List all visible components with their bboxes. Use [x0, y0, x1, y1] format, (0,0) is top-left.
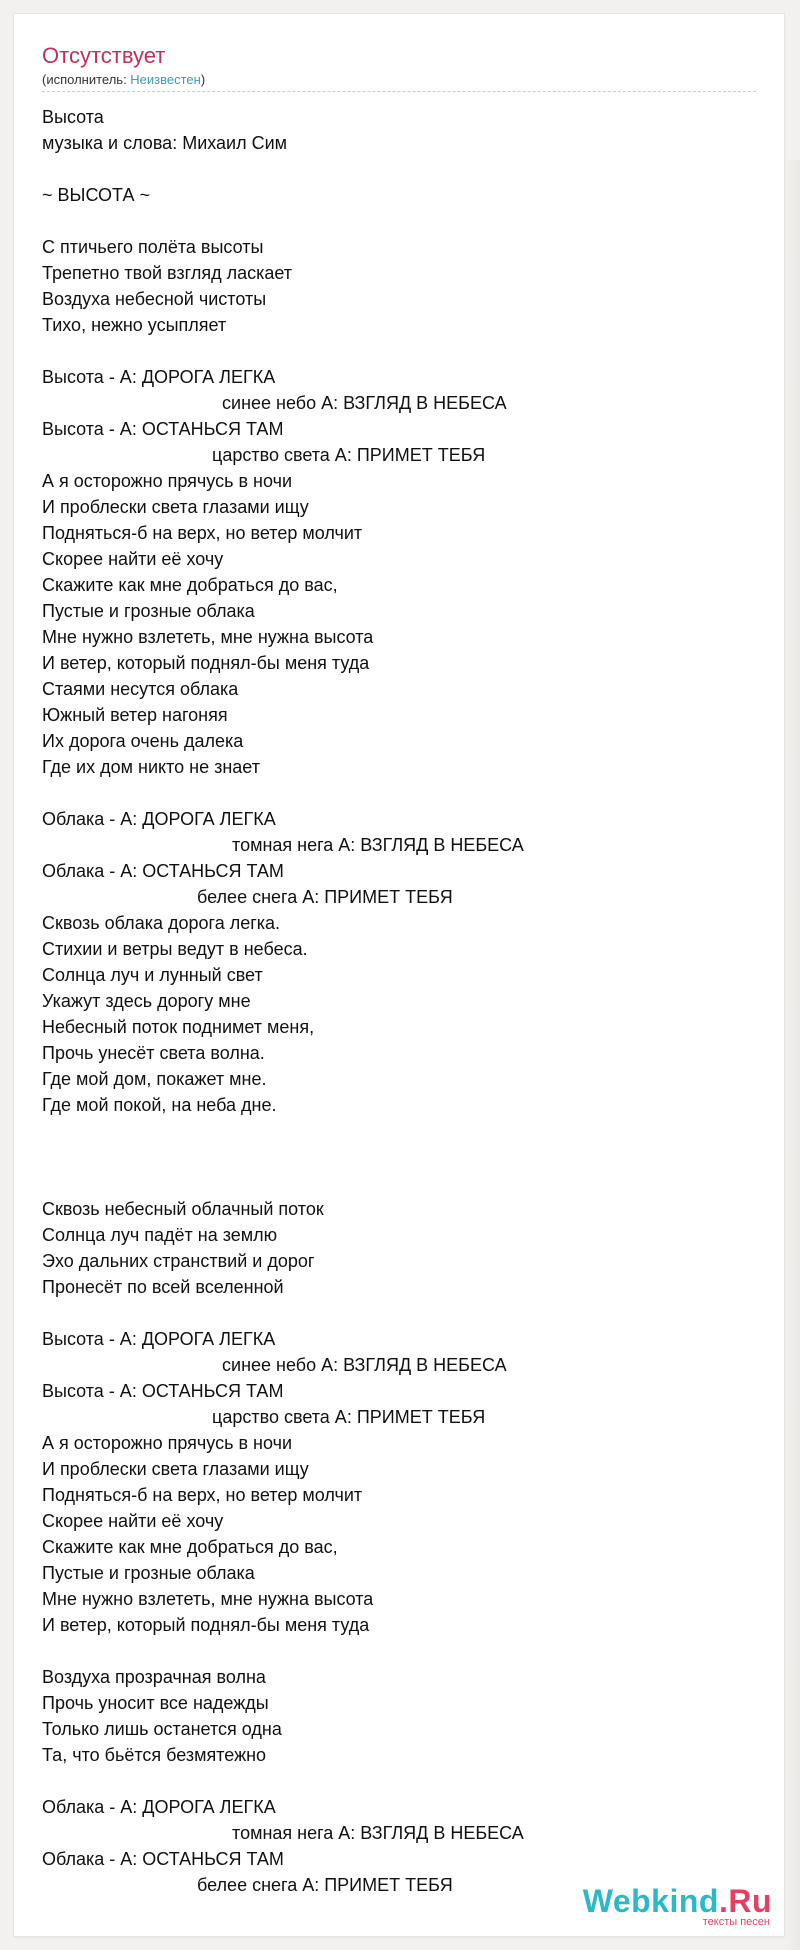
- lyric-line: [42, 208, 756, 234]
- lyric-line: [42, 1638, 756, 1664]
- lyric-line: Скорее найти её хочу: [42, 549, 224, 569]
- lyric-line: царство света А: ПРИМЕТ ТЕБЯ: [42, 1407, 486, 1427]
- lyric-line: Небесный поток поднимет меня,: [42, 1017, 315, 1037]
- lyric-line: Скажите как мне добраться до вас,: [42, 575, 338, 595]
- lyric-line: Скорее найти её хочу: [42, 1511, 224, 1531]
- lyric-line: [42, 1768, 756, 1794]
- lyric-line: Пустые и грозные облака: [42, 601, 255, 621]
- artist-prefix: (исполнитель:: [42, 72, 131, 87]
- lyric-line: Прочь уносит все надежды: [42, 1693, 269, 1713]
- header-divider: [42, 91, 756, 92]
- lyric-line: Прочь унесёт света волна.: [42, 1043, 265, 1063]
- lyric-line: И проблески света глазами ищу: [42, 1459, 309, 1479]
- lyric-line: Только лишь останется одна: [42, 1719, 282, 1739]
- logo-brand: Webkind: [582, 1883, 719, 1919]
- lyric-line: Подняться-б на верх, но ветер молчит: [42, 1485, 363, 1505]
- lyric-line: ~ ВЫСОТА ~: [42, 185, 150, 205]
- lyric-line: Укажут здесь дорогу мне: [42, 991, 251, 1011]
- lyric-line: Мне нужно взлететь, мне нужна высота: [42, 1589, 374, 1609]
- lyric-line: [42, 1300, 756, 1326]
- lyric-line: Подняться-б на верх, но ветер молчит: [42, 523, 363, 543]
- lyric-line: Облака - А: ДОРОГА ЛЕГКА: [42, 809, 276, 829]
- lyric-line: С птичьего полёта высоты: [42, 237, 264, 257]
- logo-tagline: тексты песен: [702, 1916, 770, 1928]
- logo-wordmark: [583, 1884, 772, 1918]
- lyric-line: царство света А: ПРИМЕТ ТЕБЯ: [42, 445, 486, 465]
- lyric-line: Солнца луч и лунный свет: [42, 965, 263, 985]
- lyric-line: Та, что бьётся безмятежно: [42, 1745, 267, 1765]
- song-title: Отсутствует: [42, 43, 166, 68]
- artist-link[interactable]: Неизвестен: [130, 72, 201, 87]
- lyric-line: белее снега А: ПРИМЕТ ТЕБЯ: [42, 1875, 453, 1895]
- lyric-line: Облака - А: ОСТАНЬСЯ ТАМ: [42, 861, 284, 881]
- lyric-line: Южный ветер нагоняя: [42, 705, 228, 725]
- lyric-line: Облака - А: ОСТАНЬСЯ ТАМ: [42, 1849, 284, 1869]
- lyric-line: И ветер, который поднял-бы меня туда: [42, 1615, 370, 1635]
- lyric-line: синее небо А: ВЗГЛЯД В НЕБЕСА: [42, 393, 507, 413]
- lyric-line: Где мой дом, покажет мне.: [42, 1069, 267, 1089]
- lyric-line: Высота - А: ОСТАНЬСЯ ТАМ: [42, 1381, 284, 1401]
- lyric-line: Стаями несутся облака: [42, 679, 239, 699]
- lyric-line: Где их дом никто не знает: [42, 757, 260, 777]
- lyric-line: Сквозь облака дорога легка.: [42, 913, 281, 933]
- lyric-line: Эхо дальних странствий и дорог: [42, 1251, 315, 1271]
- lyric-line: томная нега А: ВЗГЛЯД В НЕБЕСА: [42, 835, 524, 855]
- lyric-line: [42, 338, 756, 364]
- lyric-line: Воздуха небесной чистоты: [42, 289, 267, 309]
- lyric-line: А я осторожно прячусь в ночи: [42, 1433, 293, 1453]
- lyric-line: Высота - А: ОСТАНЬСЯ ТАМ: [42, 419, 284, 439]
- lyric-line: Пустые и грозные облака: [42, 1563, 255, 1583]
- lyric-line: Трепетно твой взгляд ласкает: [42, 263, 293, 283]
- lyric-line: [42, 1118, 756, 1144]
- site-logo[interactable]: [583, 1884, 772, 1928]
- lyric-line: Высота - А: ДОРОГА ЛЕГКА: [42, 1329, 276, 1349]
- artist-suffix: ): [200, 72, 206, 87]
- song-header: [42, 42, 756, 100]
- lyric-line: томная нега А: ВЗГЛЯД В НЕБЕСА: [42, 1823, 524, 1843]
- lyric-line: белее снега А: ПРИМЕТ ТЕБЯ: [42, 887, 453, 907]
- lyric-line: [42, 156, 756, 182]
- lyric-line: Высота: [42, 107, 104, 127]
- lyric-line: Пронесёт по всей вселенной: [42, 1277, 284, 1297]
- lyric-line: [42, 1144, 756, 1170]
- lyric-line: Сквозь небесный облачный поток: [42, 1199, 324, 1219]
- lyric-line: Высота - А: ДОРОГА ЛЕГКА: [42, 367, 276, 387]
- page-edge-shadow: [786, 160, 800, 1950]
- lyric-line: И проблески света глазами ищу: [42, 497, 309, 517]
- lyric-line: Воздуха прозрачная волна: [42, 1667, 266, 1687]
- lyric-line: [42, 1170, 756, 1196]
- lyric-line: А я осторожно прячусь в ночи: [42, 471, 293, 491]
- lyric-line: музыка и слова: Михаил Сим: [42, 133, 288, 153]
- lyric-line: Стихии и ветры ведут в небеса.: [42, 939, 308, 959]
- lyric-line: Мне нужно взлететь, мне нужна высота: [42, 627, 374, 647]
- lyric-line: Их дорога очень далека: [42, 731, 244, 751]
- artist-line: [42, 71, 756, 89]
- lyric-line: Где мой покой, на неба дне.: [42, 1095, 277, 1115]
- lyric-line: И ветер, который поднял-бы меня туда: [42, 653, 370, 673]
- lyric-line: Тихо, нежно усыпляет: [42, 315, 227, 335]
- lyric-line: Солнца луч падёт на землю: [42, 1225, 278, 1245]
- lyric-line: [42, 780, 756, 806]
- logo-tld: .Ru: [718, 1883, 772, 1919]
- lyrics-body: [42, 104, 756, 1898]
- lyric-line: Облака - А: ДОРОГА ЛЕГКА: [42, 1797, 276, 1817]
- lyric-line: Скажите как мне добраться до вас,: [42, 1537, 338, 1557]
- lyrics-card: [14, 14, 784, 1936]
- lyric-line: синее небо А: ВЗГЛЯД В НЕБЕСА: [42, 1355, 507, 1375]
